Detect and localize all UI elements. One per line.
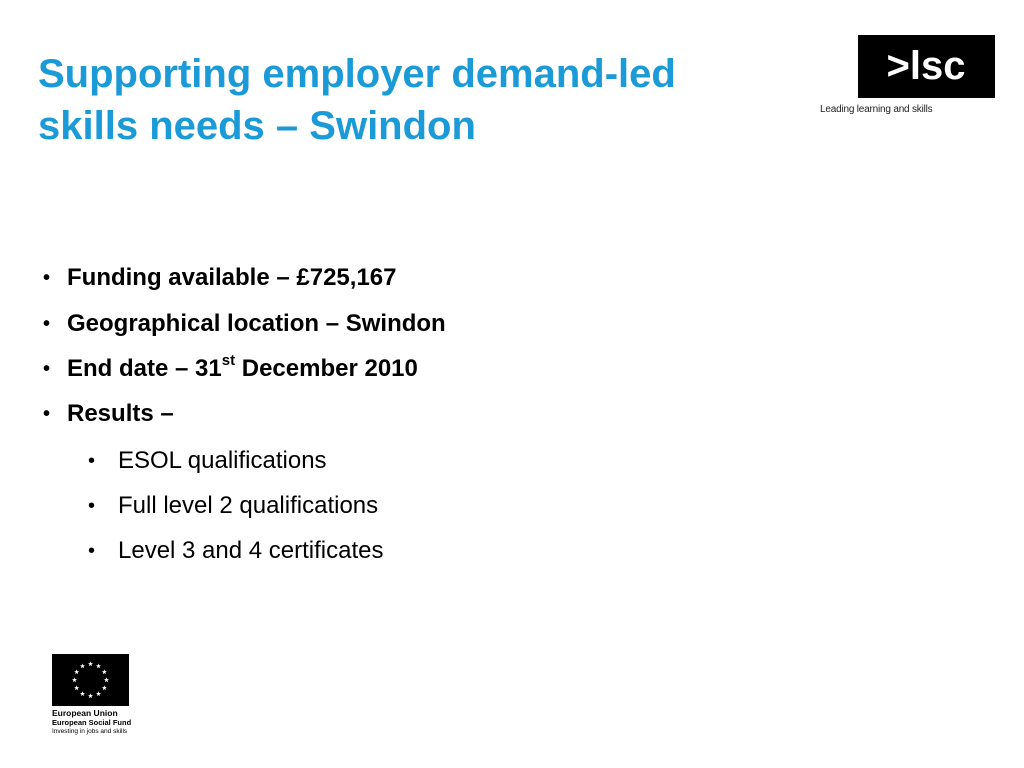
eu-stars-icon [52, 654, 129, 706]
slide-title-line-1: Supporting employer demand-led [38, 52, 676, 96]
bullet-dot-icon: • [43, 403, 51, 425]
sub-bullet-esol [88, 447, 327, 475]
bullet-dot-icon: • [43, 313, 51, 335]
sub-bullet-level2 [88, 492, 379, 520]
bullet-dot-icon: • [43, 358, 51, 380]
eu-flag-icon [52, 654, 129, 706]
eu-star-icon [72, 677, 77, 682]
eu-star-icon [102, 669, 107, 674]
lsc-tagline: Leading learning and skills [820, 104, 933, 115]
bullet-dot-icon: • [88, 540, 96, 562]
bullet-text-sup: st [221, 352, 236, 369]
slide-title-line-2: skills needs – Swindon [38, 104, 476, 148]
bullet-text: Geographical location – Swindon [67, 310, 446, 337]
eu-star-icon [80, 664, 85, 669]
eu-star-icon [96, 691, 101, 696]
eu-line-2: European Social Fund [52, 718, 132, 727]
sub-bullet-text: ESOL qualifications [118, 447, 327, 474]
sub-bullet-level3-4 [88, 537, 384, 565]
bullet-text: Results – [67, 400, 174, 427]
bullet-end-date [43, 352, 418, 383]
lsc-logo-text: >lsc [886, 44, 966, 88]
bullet-funding [43, 264, 397, 292]
eu-line-3: Investing in jobs and skills [52, 728, 128, 735]
bullet-text-prefix: End date – 31 [67, 355, 222, 382]
lsc-logo [858, 35, 995, 98]
sub-bullet-text: Full level 2 qualifications [118, 492, 379, 519]
bullet-dot-icon: • [88, 495, 96, 517]
eu-star-icon [74, 685, 79, 690]
eu-star-icon [74, 669, 79, 674]
eu-star-icon [88, 661, 93, 666]
bullet-dot-icon: • [88, 450, 96, 472]
sub-bullet-text: Level 3 and 4 certificates [118, 537, 384, 564]
eu-star-icon [104, 677, 109, 682]
eu-star-icon [88, 693, 93, 698]
slide-title [38, 48, 798, 152]
eu-star-icon [102, 685, 107, 690]
bullet-text: Funding available – £725,167 [67, 264, 397, 291]
eu-star-icon [96, 664, 101, 669]
eu-star-icon [80, 691, 85, 696]
bullet-results [43, 400, 174, 428]
eu-funding-label [52, 709, 131, 736]
bullet-dot-icon: • [43, 267, 51, 289]
eu-line-1: European Union [52, 708, 118, 718]
bullet-location [43, 310, 446, 338]
bullet-text-suffix: December 2010 [235, 355, 418, 382]
lsc-logo-mark-icon [858, 35, 995, 98]
